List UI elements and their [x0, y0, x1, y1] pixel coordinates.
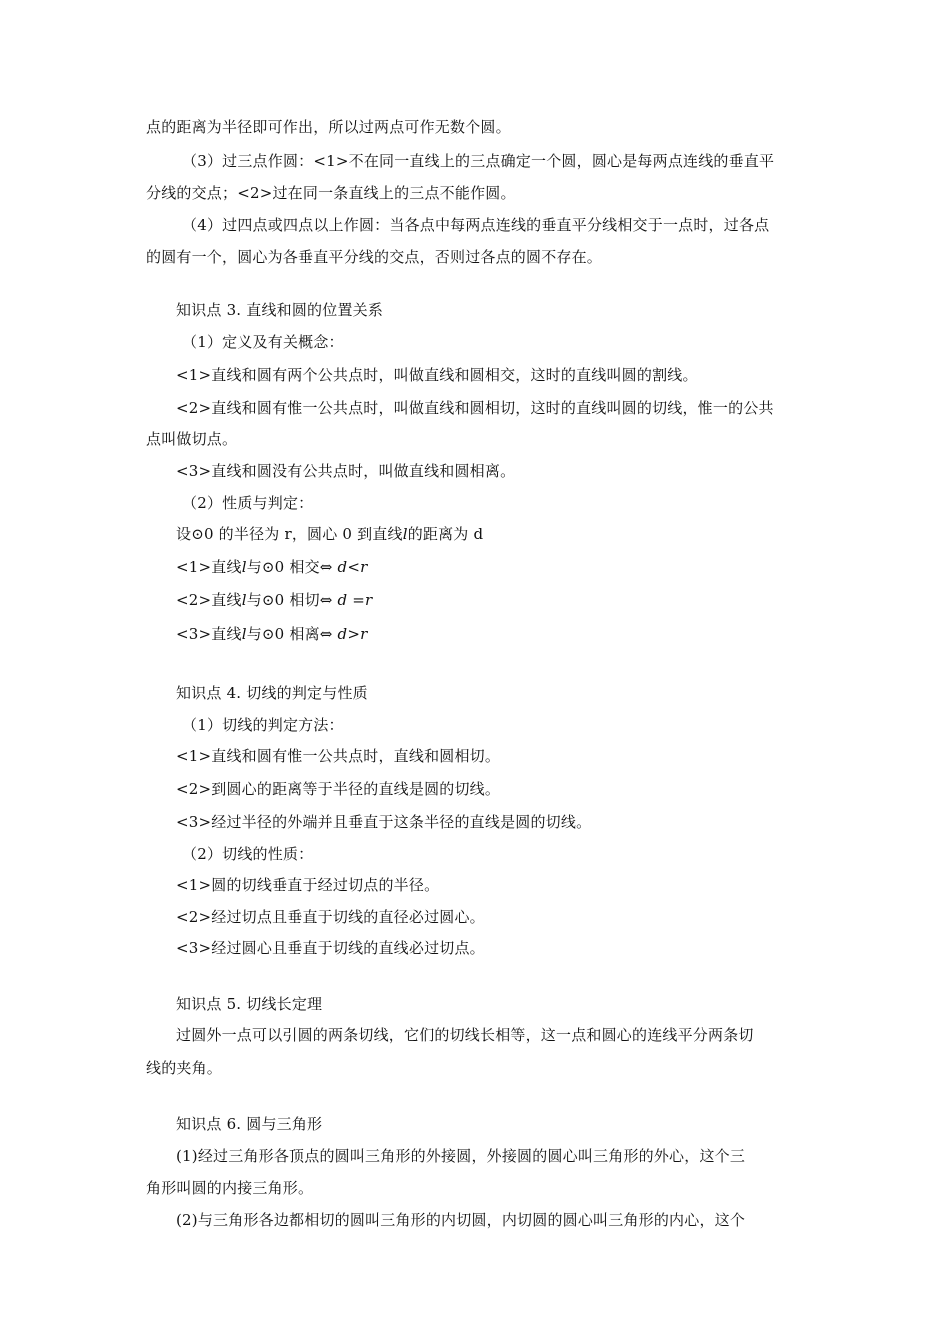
text-line: <2>经过切点且垂直于切线的直径必过圆心。	[176, 908, 485, 926]
text-line: <3>经过半径的外端并且垂直于这条半径的直线是圆的切线。	[176, 813, 592, 831]
text-line: <1>直线和圆有两个公共点时，叫做直线和圆相交，这时的直线叫圆的割线。	[176, 366, 698, 384]
text-line	[176, 624, 816, 644]
text-line: (1)经过三角形各顶点的圆叫三角形的外接圆，外接圆的圆心叫三角形的外心，这个三	[176, 1147, 746, 1165]
text-span: 设⊙0 的半径为 r，圆心 0 到直线	[176, 525, 403, 543]
text-line	[176, 590, 816, 610]
math-expression: d<r	[337, 558, 368, 576]
text-line: （3）过三点作圆：<1>不在同一直线上的三点确定一个圆，圆心是每两点连线的垂直平	[182, 152, 775, 170]
text-line: (2)与三角形各边都相切的圆叫三角形的内切圆，内切圆的圆心叫三角形的内心，这个	[176, 1211, 746, 1229]
math-expression: d =r	[337, 591, 373, 609]
text-line: <2>直线和圆有惟一公共点时，叫做直线和圆相切，这时的直线叫圆的切线，惟一的公共	[176, 399, 774, 417]
text-line: <1>直线和圆有惟一公共点时，直线和圆相切。	[176, 747, 501, 765]
section-heading-kp4: 知识点 4. 切线的判定与性质	[176, 684, 368, 702]
text-line: （4）过四点或四点以上作圆：当各点中每两点连线的垂直平分线相交于一点时，过各点	[182, 216, 770, 234]
text-span: <1>直线	[176, 558, 242, 576]
text-line: 角形叫圆的内接三角形。	[146, 1179, 314, 1197]
text-span: <3>直线	[176, 625, 242, 643]
text-line: 分线的交点；<2>过在同一条直线上的三点不能作圆。	[146, 184, 516, 202]
text-span: <2>直线	[176, 591, 242, 609]
text-line: 过圆外一点可以引圆的两条切线，它们的切线长相等，这一点和圆心的连线平分两条切	[176, 1026, 754, 1044]
text-line	[176, 524, 816, 544]
text-span: 与⊙0 相切⇔	[246, 591, 338, 609]
text-line: <3>直线和圆没有公共点时，叫做直线和圆相离。	[176, 462, 516, 480]
text-line	[176, 557, 816, 577]
math-variable: l	[241, 558, 247, 576]
text-span: 的距离为 d	[407, 525, 484, 543]
section-heading-kp6: 知识点 6. 圆与三角形	[176, 1115, 323, 1133]
text-line: <3>经过圆心且垂直于切线的直线必过切点。	[176, 939, 485, 957]
text-line: <2>到圆心的距离等于半径的直线是圆的切线。	[176, 780, 501, 798]
text-line: 线的夹角。	[146, 1059, 223, 1077]
text-line: 的圆有一个，圆心为各垂直平分线的交点，否则过各点的圆不存在。	[146, 248, 603, 266]
section-heading-kp3: 知识点 3. 直线和圆的位置关系	[176, 301, 384, 319]
text-line: （2）切线的性质：	[182, 845, 314, 863]
math-variable: l	[241, 625, 247, 643]
section-heading-kp5: 知识点 5. 切线长定理	[176, 995, 323, 1013]
text-span: 与⊙0 相交⇔	[246, 558, 338, 576]
math-variable: l	[241, 591, 247, 609]
text-span: 与⊙0 相离⇔	[246, 625, 338, 643]
text-line: （1）定义及有关概念：	[182, 333, 344, 351]
text-line: 点的距离为半径即可作出，所以过两点可作无数个圆。	[146, 118, 511, 136]
text-line: 点叫做切点。	[146, 430, 238, 448]
math-expression: d>r	[337, 625, 368, 643]
text-line: （2）性质与判定：	[182, 494, 314, 512]
math-variable: l	[402, 525, 408, 543]
text-line: （1）切线的判定方法：	[182, 716, 344, 734]
text-line: <1>圆的切线垂直于经过切点的半径。	[176, 876, 440, 894]
